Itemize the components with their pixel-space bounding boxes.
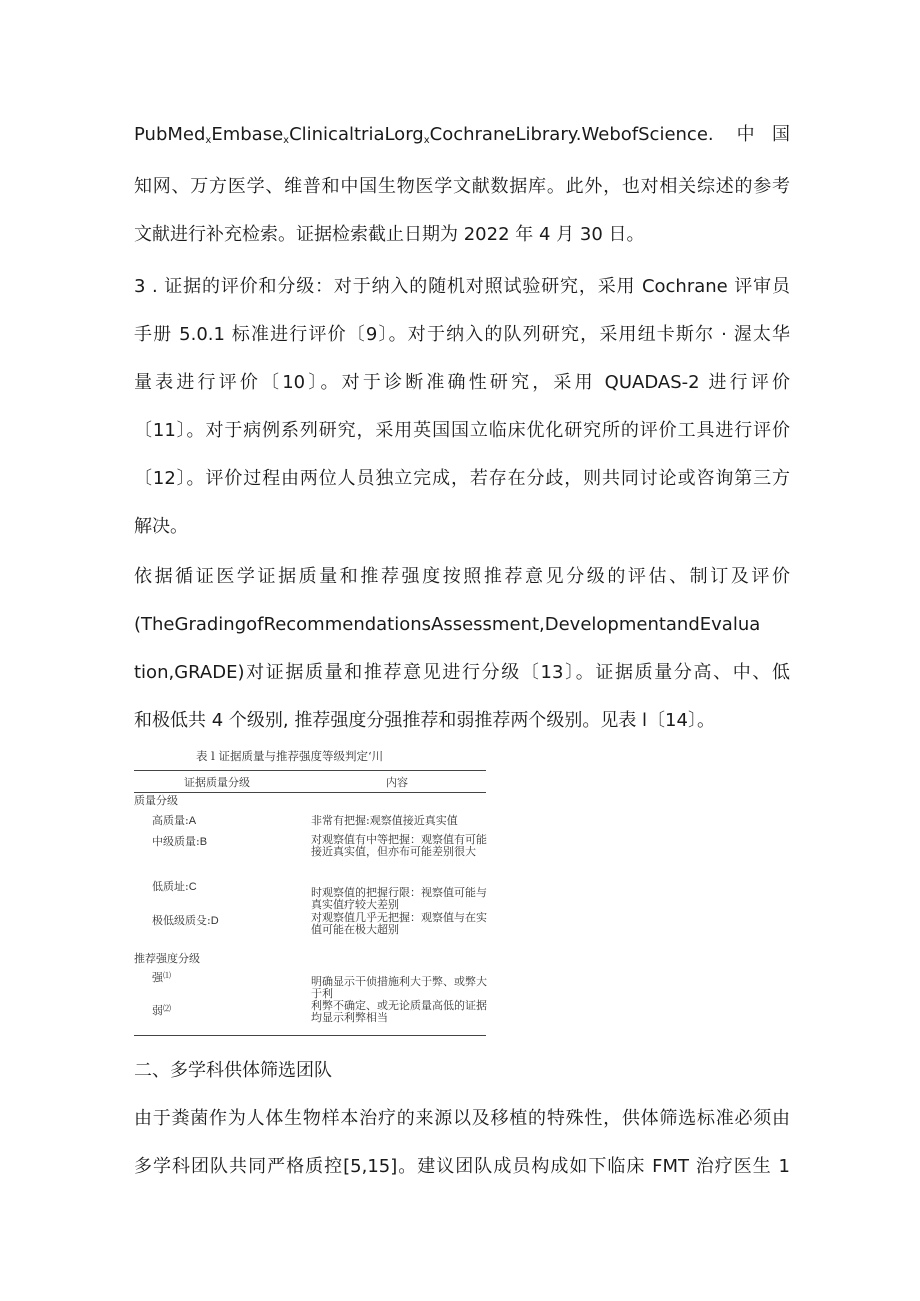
section2-heading: 二、多学科供体筛选团队 [134,1060,332,1081]
table-row-label: 高质量:A [152,814,197,827]
table-row-content: 利弊不确定、或无论质量高低的证据均显示利弊相当 [311,999,487,1024]
para2-line2: 手册 5.0.1 标准进行评价〔9〕。对于纳入的队列研究，采用纽卡斯尔 · 渥太华 [134,324,790,345]
para2-line5: 〔12〕。评价过程由两位人员独立完成，若存在分歧，则共同讨论或咨询第三方 [134,468,790,489]
para3-line2: (TheGradingofRecommendationsAssessment,DevelopmentandEvalua [134,614,761,635]
table-row-label: 弱⑵ [152,1004,171,1017]
table-top-rule [134,770,486,771]
table-row-content: 时观察值的把握行限：视察值可能与真实值疗较大差别 [311,886,487,911]
para3-line1: 依据循证医学证据质量和推荐强度按照推荐意见分级的评估、制订及评价 [134,566,790,587]
section2-line1: 由于粪菌作为人体生物样本治疗的来源以及移植的特殊性，供体筛选标准必须由 [134,1108,790,1129]
table-row-label: 强⑴ [152,971,171,984]
table-group-strength: 推荐强度分级 [134,952,200,965]
table-row-content: 对观察值几乎无把握：观察值与在实值可能在极大超别 [311,911,487,936]
para2-line4: 〔11〕。对于病例系列研究，采用英国国立临床优化研究所的评价工具进行评价 [134,420,790,441]
para2-line3: 量表进行评价〔10〕。对于诊断准确性研究，采用 QUADAS-2 进行评价 [134,372,790,393]
para1-line1: PubMed$_x$Embase$_x$ClinicaltriaLorg$_x$CochraneLibrary.WebofScience. 中国 [134,124,790,146]
para1-line2: 知网、万方医学、维普和中国生物医学文献数据库。此外，也对相关综述的参考 [134,176,790,197]
table-header-grade: 证据质量分级 [184,776,250,789]
table-group-quality: 质量分级 [134,794,178,807]
table-row-label: 中级质量:B [152,835,208,848]
para2-line1: 3 . 证据的评价和分级：对于纳入的随机对照试验研究，采用 Cochrane 评审员 [134,276,790,297]
table-row-content: 明确显示干侦措施利大于弊、或弊大于利 [311,975,487,1000]
table-caption: 表 l 证据质量与推荐强度等级判定‘川 [196,749,384,763]
para3-line3: tion,GRADE)对证据质量和推荐意见进行分级〔13〕。证据质量分高、中、低 [134,662,790,683]
table-bottom-rule [134,1035,486,1036]
section2-line2: 多学科团队共同严格质控[5,15]。建议团队成员构成如下临床 FMT 治疗医生 1 [134,1156,790,1177]
para3-line4: 和极低共 4 个级别, 推荐强度分强推荐和弱推荐两个级别。见表 l〔14〕。 [134,710,715,731]
table-row-label: 极低级质殳:D [152,914,219,927]
table-row-content: 对观察值有中等把握：观察值有可能接近真实值，但亦布可能差别很大 [311,833,487,858]
table-row-content: 非常有把握:观察值接近真实值 [311,814,458,827]
para1-line3: 文献进行补充检索。证据检索截止日期为 2022 年 4 月 30 日。 [134,224,645,245]
table-row-label: 低质址:C [152,880,197,893]
table-header-content: 内容 [386,776,408,789]
para2-line6: 解决。 [134,516,188,537]
table-header-rule [134,792,486,793]
